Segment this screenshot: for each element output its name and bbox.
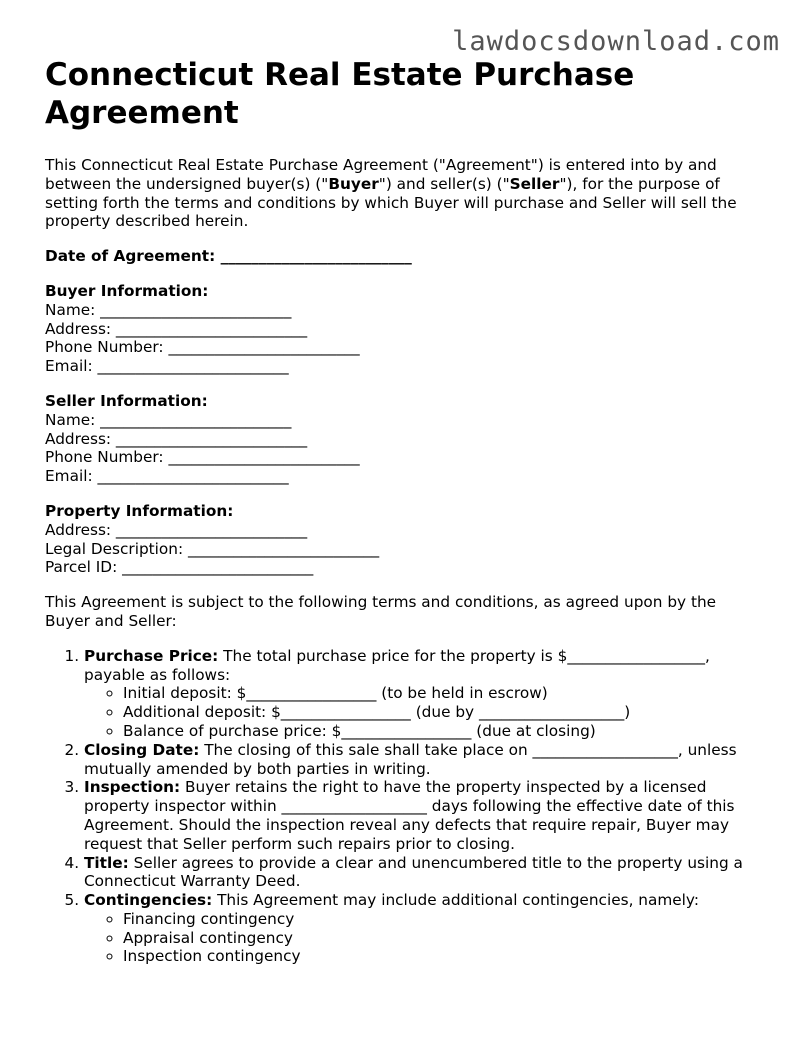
buyer-information-block: [45, 282, 765, 376]
buyer-term: Buyer: [328, 174, 379, 193]
term-inspection: 3. Inspection: Buyer retains the right to have the property inspected by a licensed property inspector within ___________________ days following the effective date of this Agreement. Should the inspection reveal any defects that require repair, Buyer may request that Seller perform such repairs prior to closing.: [84, 778, 765, 853]
property-address-field: Address: _________________________: [45, 520, 308, 539]
seller-email-field: Email: _________________________: [45, 467, 289, 486]
date-of-agreement-block: [45, 247, 765, 266]
watermark: lawdocsdownload.com: [452, 26, 780, 57]
buyer-email-field: Email: _________________________: [45, 357, 289, 376]
list-item: ◦ Balance of purchase price: $_________________ (due at closing): [123, 722, 765, 741]
seller-phone-field: Phone Number: _________________________: [45, 448, 360, 467]
buyer-address-field: Address: _________________________: [45, 319, 308, 338]
terms-intro: This Agreement is subject to the following terms and conditions, as agreed upon by the Buyer and Seller:: [45, 593, 717, 630]
list-item: ◦ Initial deposit: $_________________ (to be held in escrow): [123, 684, 765, 703]
term-contingencies: 5. Contingencies: This Agreement may include additional contingencies, namely: ◦ Financing contingency ◦ Appraisal contingency ◦ Inspection contingency: [84, 891, 765, 966]
list-item: ◦ Appraisal contingency: [123, 929, 765, 948]
seller-heading: Seller Information:: [45, 391, 208, 410]
property-information-block: [45, 502, 765, 577]
document-page: [45, 56, 765, 966]
property-heading: Property Information:: [45, 501, 234, 520]
property-legal-description-field: Legal Description: _________________________: [45, 539, 380, 558]
seller-address-field: Address: _________________________: [45, 429, 308, 448]
date-of-agreement-field: Date of Agreement: _________________________: [45, 247, 412, 266]
term-title: 4. Title: Seller agrees to provide a clear and unencumbered title to the property using a Connecticut Warranty Deed.: [84, 854, 765, 892]
list-item: ◦ Inspection contingency: [123, 947, 765, 966]
page-title: Connecticut Real Estate Purchase Agreement: [45, 57, 635, 131]
buyer-heading: Buyer Information:: [45, 281, 209, 300]
intro-paragraph: This Connecticut Real Estate Purchase Agreement ("Agreement") is entered into by and between the undersigned buyer(s) ("Buyer") and seller(s) ("Seller"), for the purpose of setting forth the terms and conditions by which Buyer will purchase and Seller will sell the property described herein.: [45, 156, 737, 231]
seller-name-field: Name: _________________________: [45, 410, 292, 429]
buyer-phone-field: Phone Number: _________________________: [45, 338, 360, 357]
purchase-price-sublist: [84, 684, 765, 740]
seller-information-block: [45, 392, 765, 486]
buyer-name-field: Name: _________________________: [45, 300, 292, 319]
seller-term: Seller: [509, 174, 560, 193]
list-item: ◦ Financing contingency: [123, 910, 765, 929]
term-closing-date: 2. Closing Date: The closing of this sale shall take place on ___________________, unless mutually amended by both parties in writing.: [84, 741, 765, 779]
property-parcel-id-field: Parcel ID: _________________________: [45, 558, 314, 577]
list-item: ◦ Additional deposit: $_________________ (due by ___________________): [123, 703, 765, 722]
term-purchase-price: 1. Purchase Price: The total purchase price for the property is $__________________, payable as follows: ◦ Initial deposit: $_________________ (to be held in escrow) ◦ Additional deposit: $_________________ (due by ___________________) ◦ Balance of purchase price: $_________________ (due at closing): [84, 647, 765, 741]
terms-list: [45, 647, 765, 967]
contingencies-sublist: [84, 910, 765, 966]
